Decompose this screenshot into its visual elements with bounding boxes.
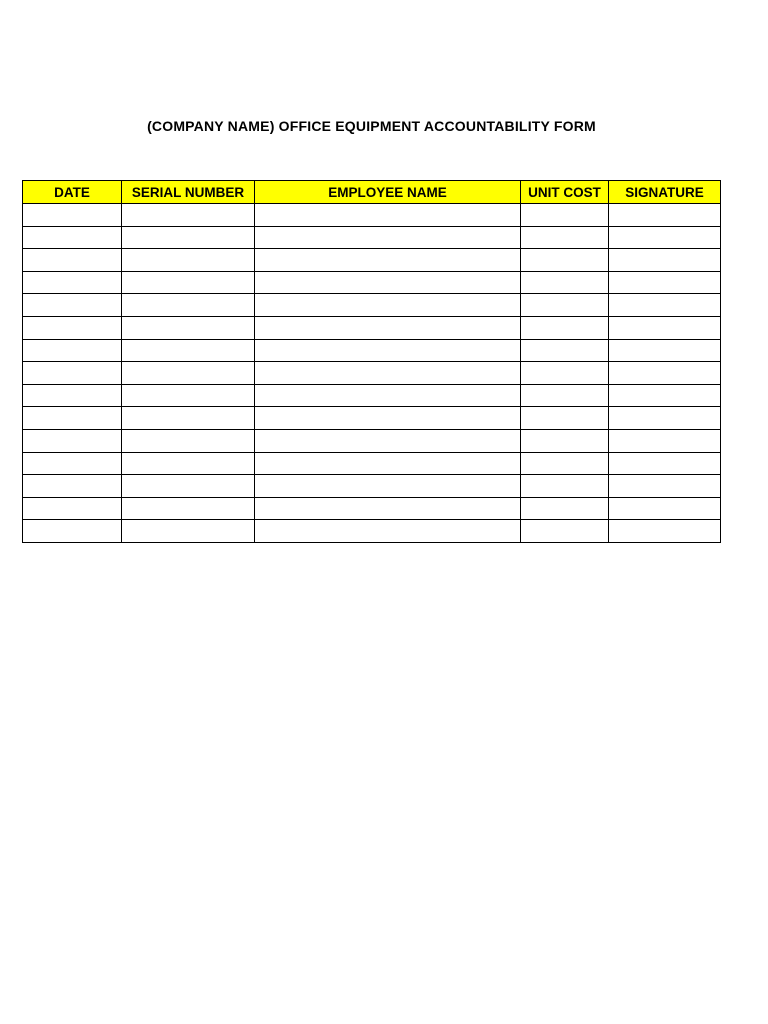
signature-cell (609, 452, 721, 475)
serial-number-cell (122, 294, 255, 317)
serial-number-cell (122, 384, 255, 407)
date-cell (23, 407, 122, 430)
signature-cell (609, 362, 721, 385)
table-row (23, 204, 721, 227)
employee-name-cell (255, 249, 521, 272)
employee-name-cell (255, 339, 521, 362)
serial-number-cell (122, 520, 255, 543)
table-row (23, 384, 721, 407)
unit-cost-cell (521, 497, 609, 520)
column-header-employee-name: EMPLOYEE NAME (255, 181, 521, 204)
table-row (23, 452, 721, 475)
employee-name-cell (255, 226, 521, 249)
employee-name-cell (255, 407, 521, 430)
table-row (23, 497, 721, 520)
serial-number-cell (122, 362, 255, 385)
employee-name-cell (255, 316, 521, 339)
table-row (23, 339, 721, 362)
date-cell (23, 249, 122, 272)
signature-cell (609, 339, 721, 362)
column-header-unit-cost: UNIT COST (521, 181, 609, 204)
unit-cost-cell (521, 316, 609, 339)
signature-cell (609, 407, 721, 430)
signature-cell (609, 497, 721, 520)
serial-number-cell (122, 249, 255, 272)
unit-cost-cell (521, 294, 609, 317)
table-row (23, 362, 721, 385)
signature-cell (609, 294, 721, 317)
date-cell (23, 452, 122, 475)
signature-cell (609, 226, 721, 249)
date-cell (23, 475, 122, 498)
table-row (23, 226, 721, 249)
employee-name-cell (255, 452, 521, 475)
form-title: (COMPANY NAME) OFFICE EQUIPMENT ACCOUNTABILITY FORM (147, 118, 596, 134)
date-cell (23, 204, 122, 227)
signature-cell (609, 271, 721, 294)
employee-name-cell (255, 475, 521, 498)
employee-name-cell (255, 520, 521, 543)
signature-cell (609, 475, 721, 498)
unit-cost-cell (521, 452, 609, 475)
serial-number-cell (122, 407, 255, 430)
column-header-date: DATE (23, 181, 122, 204)
date-cell (23, 339, 122, 362)
table-row (23, 407, 721, 430)
unit-cost-cell (521, 339, 609, 362)
column-header-signature: SIGNATURE (609, 181, 721, 204)
serial-number-cell (122, 316, 255, 339)
table-row (23, 475, 721, 498)
serial-number-cell (122, 429, 255, 452)
unit-cost-cell (521, 271, 609, 294)
serial-number-cell (122, 339, 255, 362)
unit-cost-cell (521, 407, 609, 430)
unit-cost-cell (521, 249, 609, 272)
employee-name-cell (255, 384, 521, 407)
employee-name-cell (255, 294, 521, 317)
signature-cell (609, 204, 721, 227)
unit-cost-cell (521, 384, 609, 407)
unit-cost-cell (521, 204, 609, 227)
serial-number-cell (122, 452, 255, 475)
table-row (23, 249, 721, 272)
employee-name-cell (255, 362, 521, 385)
table-body (23, 204, 721, 543)
unit-cost-cell (521, 429, 609, 452)
equipment-table (22, 180, 721, 543)
signature-cell (609, 249, 721, 272)
unit-cost-cell (521, 520, 609, 543)
date-cell (23, 316, 122, 339)
date-cell (23, 384, 122, 407)
date-cell (23, 271, 122, 294)
table-row (23, 271, 721, 294)
signature-cell (609, 429, 721, 452)
serial-number-cell (122, 226, 255, 249)
serial-number-cell (122, 497, 255, 520)
employee-name-cell (255, 429, 521, 452)
serial-number-cell (122, 271, 255, 294)
date-cell (23, 362, 122, 385)
employee-name-cell (255, 497, 521, 520)
table-header-row (23, 181, 721, 204)
table-row (23, 294, 721, 317)
unit-cost-cell (521, 475, 609, 498)
column-header-serial-number: SERIAL NUMBER (122, 181, 255, 204)
employee-name-cell (255, 271, 521, 294)
date-cell (23, 294, 122, 317)
signature-cell (609, 520, 721, 543)
unit-cost-cell (521, 226, 609, 249)
date-cell (23, 429, 122, 452)
date-cell (23, 497, 122, 520)
table-row (23, 316, 721, 339)
date-cell (23, 520, 122, 543)
employee-name-cell (255, 204, 521, 227)
signature-cell (609, 316, 721, 339)
unit-cost-cell (521, 362, 609, 385)
signature-cell (609, 384, 721, 407)
date-cell (23, 226, 122, 249)
serial-number-cell (122, 475, 255, 498)
serial-number-cell (122, 204, 255, 227)
table-row (23, 520, 721, 543)
table-row (23, 429, 721, 452)
